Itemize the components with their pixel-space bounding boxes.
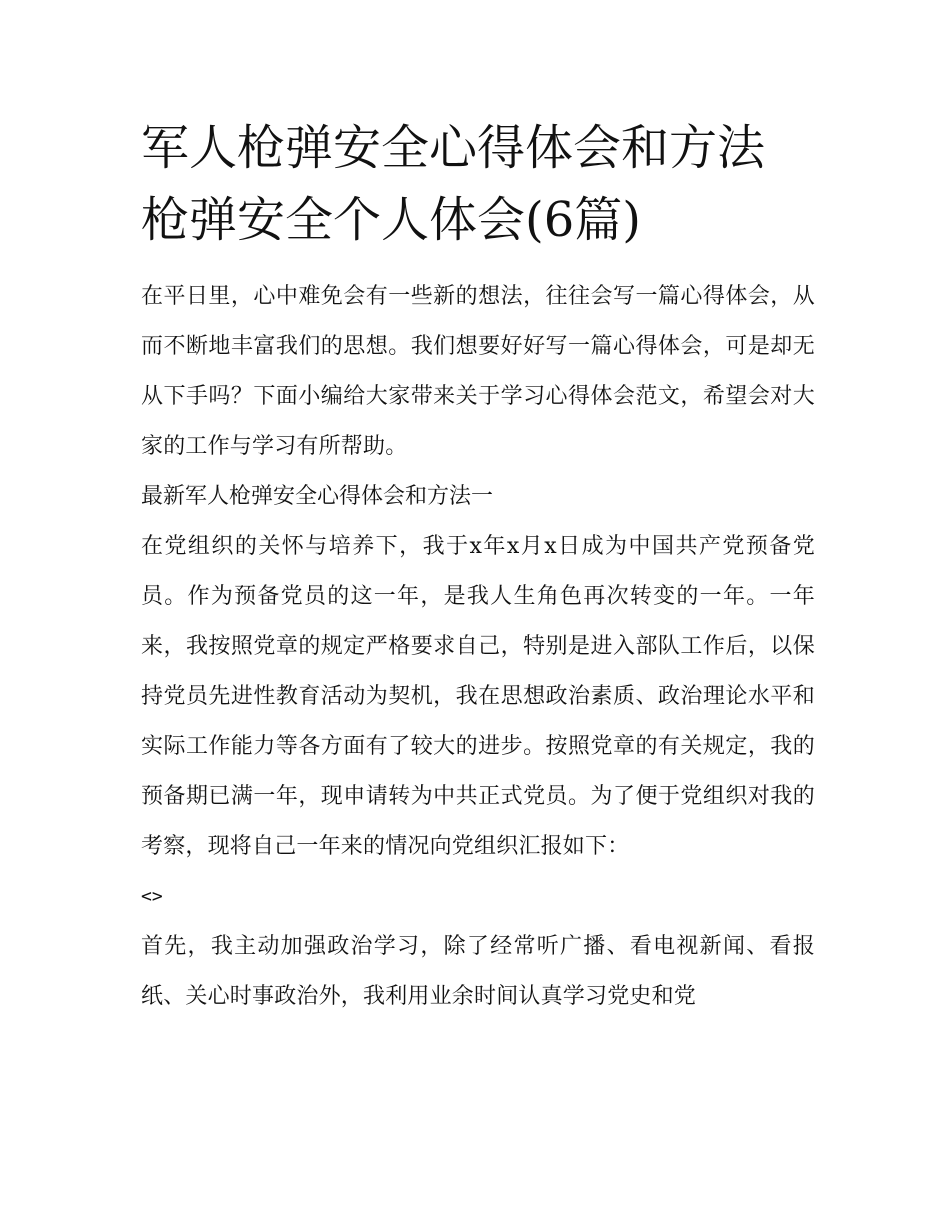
placeholder-marker: <> [141,886,163,907]
body-paragraph-1: 在党组织的关怀与培养下，我于x年x月x日成为中国共产党预备党员。作为预备党员的这一年，是我人生角色再次转变的一年。一年来，我按照党章的规定严格要求自己，特别是进入部队工作后，以保持党员先进性教育活动为契机，我在思想政治素质、政治理论水平和实际工作能力等各方面有了较大的进步。按照党章的有关规定，我的预备期已满一年，现申请转为中共正式党员。为了便于党组织对我的考察，现将自己一年来的情况向党组织汇报如下： [141,534,815,859]
body-paragraph-2: 首先，我主动加强政治学习，除了经常听广播、看电视新闻、看报纸、关心时事政治外，我利用业余时间认真学习党史和党 [141,934,815,1009]
intro-paragraph: 在平日里，心中难免会有一些新的想法，往往会写一篇心得体会，从而不断地丰富我们的思想。我们想要好好写一篇心得体会，可是却无从下手吗？下面小编给大家带来关于学习心得体会范文，希望会对大家的工作与学习有所帮助。 [141,284,815,459]
document-title: 军人枪弹安全心得体会和方法 枪弹安全个人体会(6篇) [141,120,766,248]
section-heading: 最新军人枪弹安全心得体会和方法一 [141,484,494,509]
